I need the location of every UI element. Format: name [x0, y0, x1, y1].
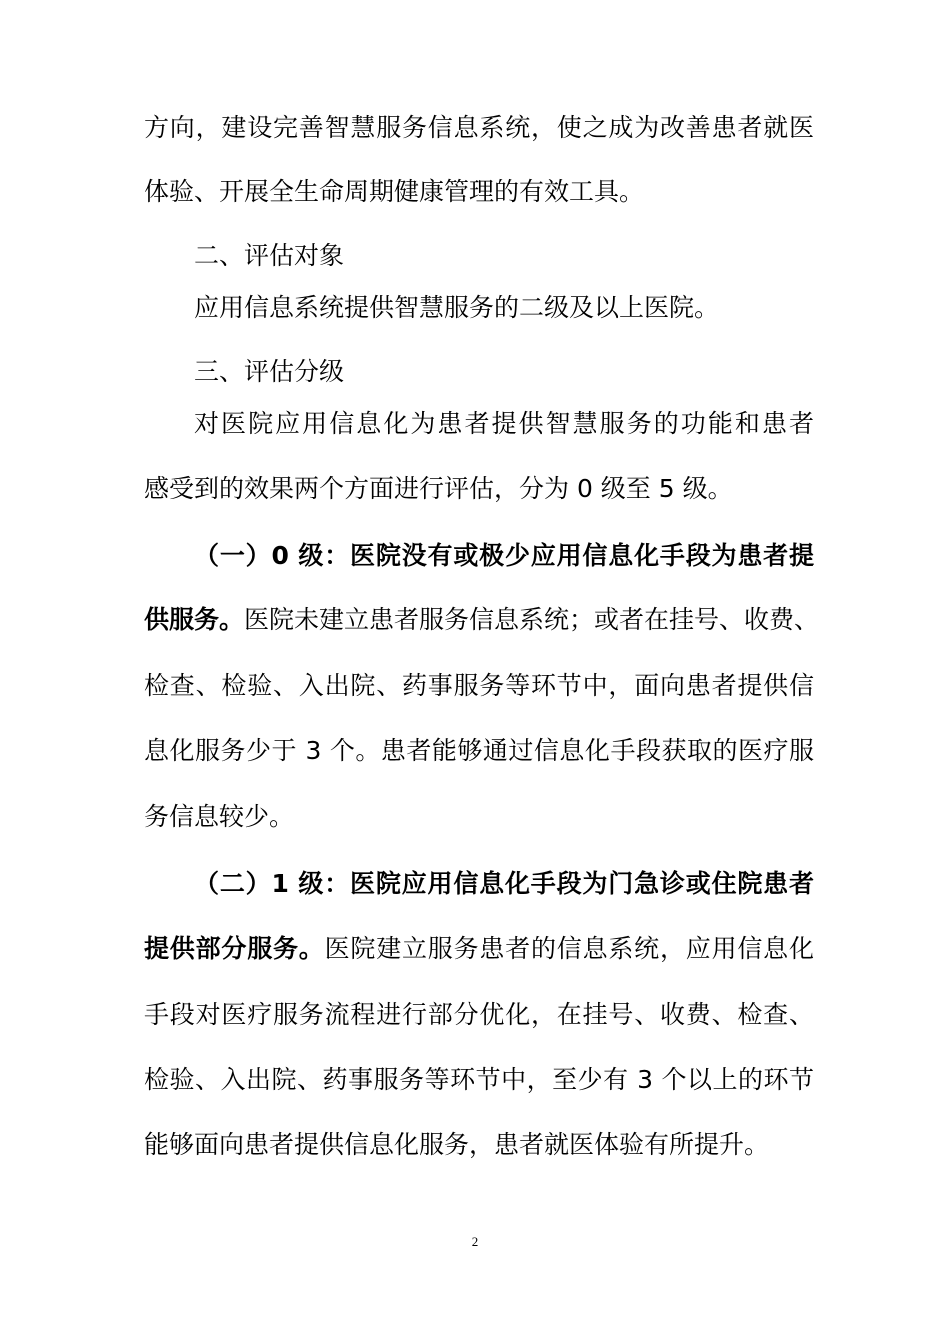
levels-intro-line-1: 对医院应用信息化为患者提供智慧服务的功能和患者: [194, 409, 814, 438]
level0-line-3: 检查、检验、入出院、药事服务等环节中，面向患者提供信: [144, 671, 814, 700]
section-heading-evaluation-levels: 三、评估分级: [194, 357, 345, 386]
level0-line-2: [144, 604, 820, 636]
level1-heading-line-1: （二）1 级：医院应用信息化手段为门急诊或住院患者: [194, 869, 814, 898]
level0-line-5: 务信息较少。: [144, 802, 295, 831]
level1-heading-line-2: 提供部分服务。: [144, 934, 325, 963]
level1-line-2-text: 医院建立服务患者的信息系统，应用信息化: [324, 934, 814, 963]
section-heading-evaluation-target: 二、评估对象: [194, 241, 345, 270]
level0-heading-line-2: 供服务。: [144, 605, 245, 634]
level1-line-5: 能够面向患者提供信息化服务，患者就医体验有所提升。: [144, 1130, 770, 1159]
level1-line-2: [144, 933, 814, 965]
level0-line-2-text: 医院未建立患者服务信息系统；或者在挂号、收费、: [244, 605, 820, 634]
intro-line-2: 体验、开展全生命周期健康管理的有效工具。: [144, 177, 645, 206]
level1-line-4: 检验、入出院、药事服务等环节中，至少有 3 个以上的环节: [144, 1065, 814, 1094]
page-number: 2: [471, 1234, 479, 1249]
level0-heading-line-1: （一）0 级：医院没有或极少应用信息化手段为患者提: [194, 541, 814, 570]
evaluation-target-text: 应用信息系统提供智慧服务的二级及以上医院。: [194, 293, 720, 322]
levels-intro-line-2: 感受到的效果两个方面进行评估，分为 0 级至 5 级。: [144, 474, 733, 503]
level1-line-3: 手段对医疗服务流程进行部分优化，在挂号、收费、检查、: [144, 1000, 814, 1029]
level0-line-4: 息化服务少于 3 个。患者能够通过信息化手段获取的医疗服: [144, 736, 814, 765]
intro-line-1: 方向，建设完善智慧服务信息系统，使之成为改善患者就医: [144, 113, 814, 142]
